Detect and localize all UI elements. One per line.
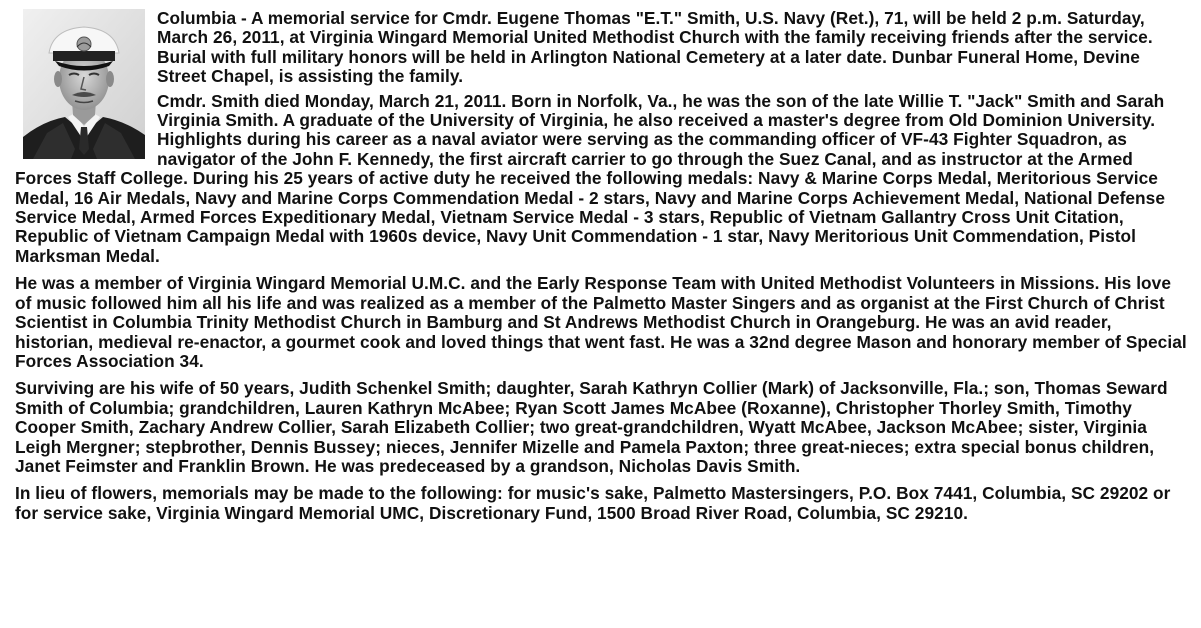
biography-paragraph: Cmdr. Smith died Monday, March 21, 2011. Born in Norfolk, Va., he was the son of the late Willie T. "Jack" Smith and Sarah Virginia Smith. A graduate of the University of Virginia, he also received a master's degree from Old Dominion University. Highlights during his career as a naval aviator were serving as the commanding officer of VF-43 Fighter Squadron, as navigator of the John F. Kennedy, the first aircraft carrier to go through the Suez Canal, and as instructor at the Armed Forces Staff College. During his 25 years of active duty he received the following medals: Navy & Marine Corps Medal, Meritorious Service Medal, 16 Air Medals, Navy and Marine Corps Commendation Medal - 2 stars, Navy and Marine Corps Achievement Medal, National Defense Service Medal, Armed Forces Expeditionary Medal, Vietnam Service Medal - 3 stars, Republic of Vietnam Gallantry Cross Unit Citation, Republic of Vietnam Campaign Medal with 1960s device, Navy Unit Commendation - 1 star, Navy Meritorious Unit Commendation, Pistol Marksman Medal. <box>15 90 1165 266</box>
survivors-paragraph: Surviving are his wife of 50 years, Judith Schenkel Smith; daughter, Sarah Kathryn Collier (Mark) of Jacksonville, Fla.; son, Thomas Seward Smith of Columbia; grandchildren, Lauren Kathryn McAbee; Ryan Scott James McAbee (Roxanne), Christopher Thorley Smith, Timothy Cooper Smith, Zachary Andrew Collier, Sarah Elizabeth Collier; two great-grandchildren, Wyatt McAbee, Jackson McAbee; sister, Virginia Leigh Mergner; stepbrother, Dennis Bussey; nieces, Jennifer Mizelle and Pamela Paxton; three great-nieces; extra special bonus children, Janet Feimster and Franklin Brown. He was predeceased by a grandson, Nicholas Davis Smith. <box>15 378 1168 476</box>
portrait-photo <box>23 9 145 159</box>
obituary-document <box>15 9 1190 531</box>
announcement-paragraph: Columbia - A memorial service for Cmdr. Eugene Thomas "E.T." Smith, U.S. Navy (Ret.), 71, will be held 2 p.m. Saturday, March 26, 2011, at Virginia Wingard Memorial United Methodist Church with the family receiving friends after the service. Burial with full military honors will be held in Arlington National Cemetery at a later date. Dunbar Funeral Home, Devine Street Chapel, is assisting the family. <box>157 8 1153 87</box>
activities-paragraph: He was a member of Virginia Wingard Memorial U.M.C. and the Early Response Team with United Methodist Volunteers in Missions. His love of music followed him all his life and was realized as a member of the Palmetto Master Singers and as organist at the First Church of Christ Scientist in Columbia Trinity Methodist Church in Bamburg and St Andrews Methodist Church in Orangeburg. He was an avid reader, historian, medieval re-enactor, a gourmet cook and loved things that went fast. He was a 32nd degree Mason and honorary member of Special Forces Association 34. <box>15 273 1187 371</box>
portrait-image <box>23 9 145 159</box>
memorials-paragraph: In lieu of flowers, memorials may be made to the following: for music's sake, Palmetto Mastersingers, P.O. Box 7441, Columbia, SC 29202 or for service sake, Virginia Wingard Memorial UMC, Discretionary Fund, 1500 Broad River Road, Columbia, SC 29210. <box>15 483 1171 523</box>
